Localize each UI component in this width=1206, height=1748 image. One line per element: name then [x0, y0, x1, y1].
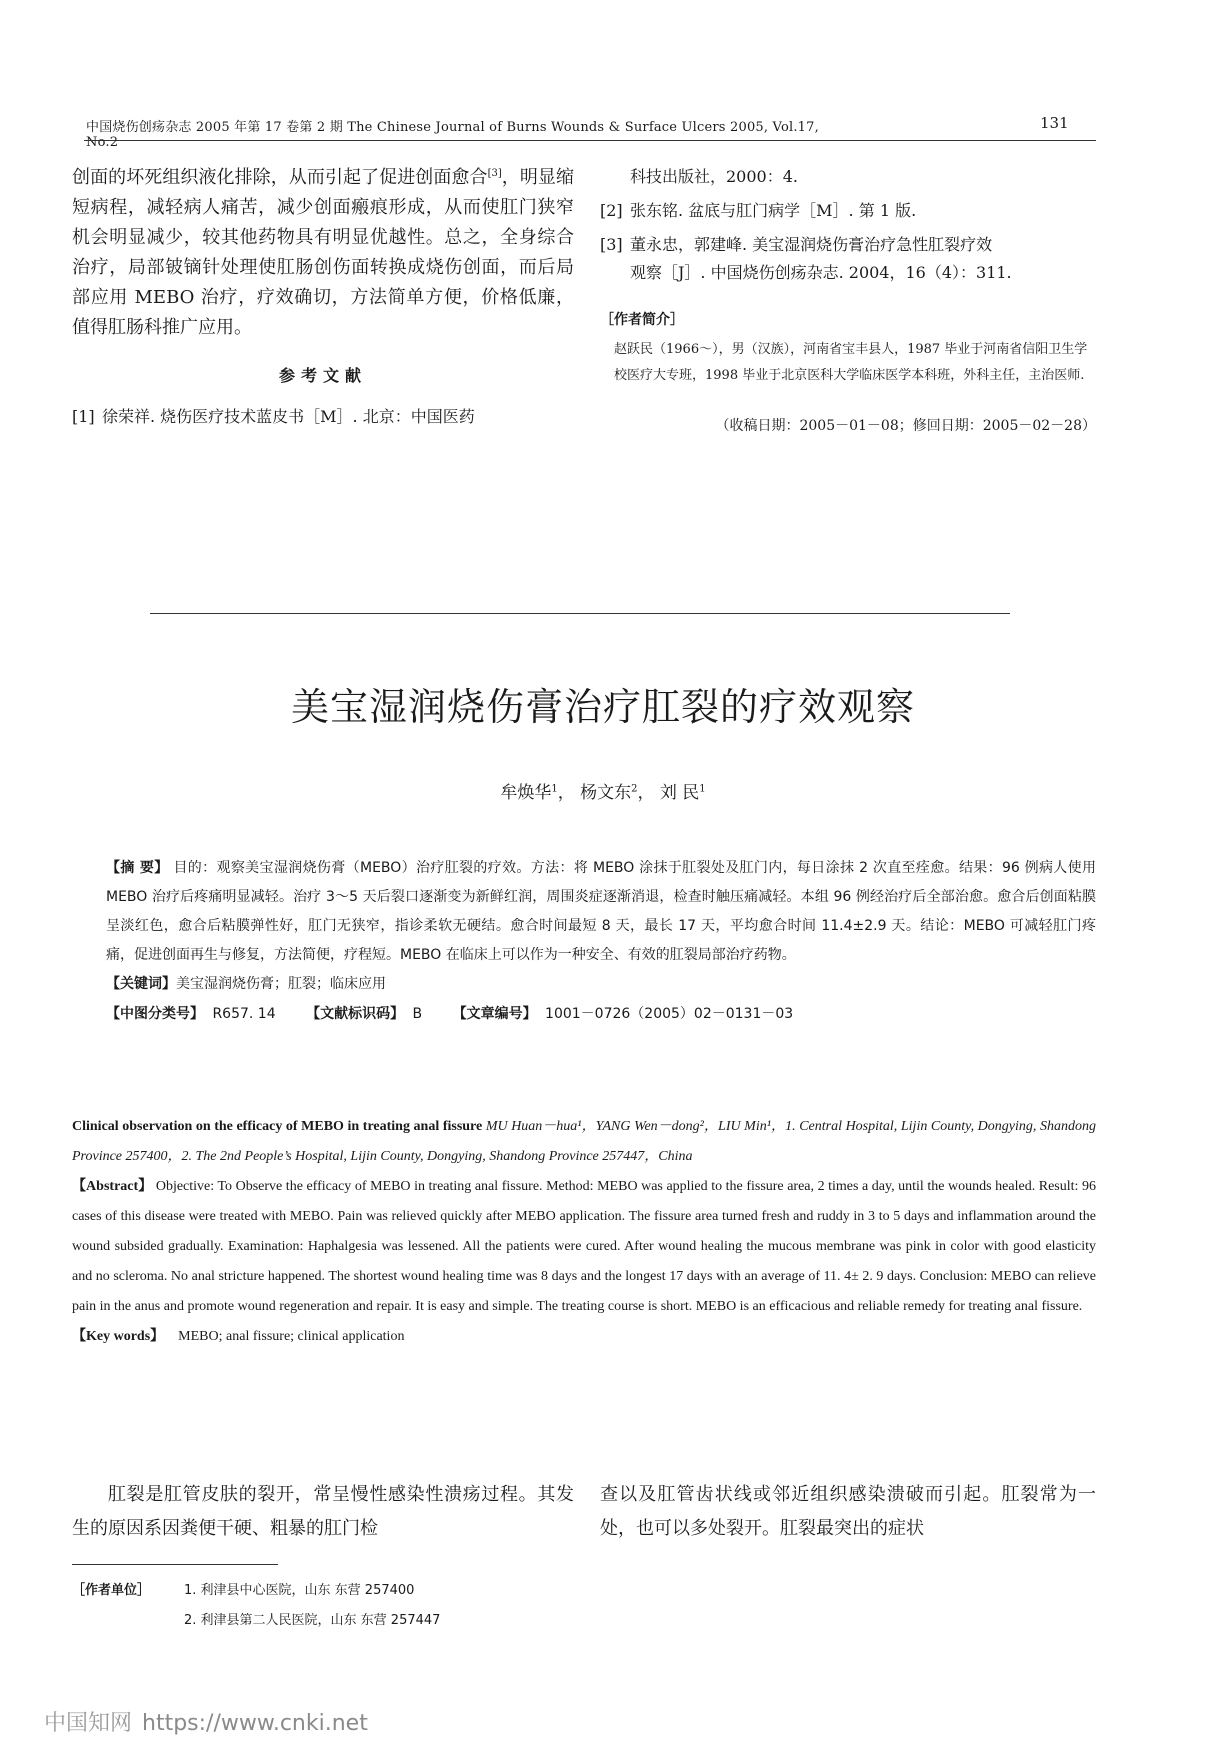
document-code: B: [412, 1006, 423, 1022]
classification-line: 【中图分类号】 R657. 14 【文献标识码】 B 【文章编号】 1001－0726（2005）02－0131－03: [106, 1006, 794, 1022]
reference-2: [2] 张东铭. 盆底与肛门病学［M］. 第 1 版.: [600, 201, 917, 220]
body-paragraph: 肛裂是肛管皮肤的裂开，常呈慢性感染性溃疡过程。其发生的原因系因粪便干硬、粗暴的肛门检: [72, 1484, 574, 1539]
previous-article-right-column: [600, 163, 1096, 441]
citation-marker: [3]: [487, 168, 502, 179]
english-affiliation: ，1. Central Hospital, Lijin County, Dongying, Shandong Province 257400，2. The 2nd People’s Hospital, Lijin County, Dongying, Shandong Province 257447，China: [72, 1119, 1096, 1164]
chinese-abstract-block: [106, 854, 1096, 1029]
english-title: Clinical observation on the efficacy of MEBO in treating anal fissure: [72, 1119, 483, 1134]
author-1: 牟焕华: [500, 783, 552, 803]
keywords-text: 美宝湿润烧伤膏；肛裂；临床应用: [176, 976, 386, 992]
affiliations-label: ［作者单位］: [72, 1583, 151, 1598]
footnote-rule: [72, 1564, 278, 1565]
english-abstract: [72, 1172, 1096, 1322]
reference-3: [3] 董永忠，郭建峰. 美宝湿润烧伤膏治疗急性肛裂疗效 观察［J］. 中国烧伤创疡杂志. 2004，16（4）：311.: [600, 235, 1012, 282]
chinese-keywords: [106, 970, 1096, 999]
watermark-url: https://www.cnki.net: [142, 1711, 368, 1736]
author-intro-heading: ［作者简介］: [600, 312, 684, 328]
references-heading: 参考文献: [278, 366, 367, 385]
page-number: 131: [1040, 114, 1069, 132]
author-3: 刘 民: [659, 783, 700, 803]
affiliation-2: 2. 利津县第二人民医院，山东 东营 257447: [184, 1613, 441, 1628]
english-authors: MU Huan－hua¹，YANG Wen－dong²，LIU Min¹: [485, 1119, 771, 1134]
author-intro: 赵跃民（1966～），男（汉族），河南省宝丰县人，1987 毕业于河南省信阳卫生学校医疗大专班，1998 毕业于北京医科大学临床医学本科班，外科主任，主治医师.: [614, 342, 1088, 383]
english-abstract-label: 【Abstract】: [72, 1179, 153, 1194]
article-separator-rule: [150, 613, 1010, 614]
english-title-line: [72, 1112, 1096, 1172]
keywords-label: 【关键词】: [106, 976, 176, 992]
author-affiliations: [72, 1576, 592, 1636]
abstract-label: 【摘 要】: [106, 860, 169, 876]
body-right-column: [600, 1478, 1096, 1546]
reference-1: [1] 徐荣祥. 烧伤医疗技术蓝皮书［M］. 北京：中国医药: [72, 407, 475, 426]
previous-article-conclusion: 创面的坏死组织液化排除，从而引起了促进创面愈合[3]，明显缩短病程，减轻病人痛苦，减少创面瘢痕形成，从而使肛门狭窄机会明显减少，较其他药物具有明显优越性。总之，全身综合治疗，局部铍镝针处理使肛肠创伤面转换成烧伤创面，而后局部应用 MEBO 治疗，疗效确切，方法简单方便，价格低廉，值得肛肠科推广应用。: [72, 167, 575, 338]
english-abstract-text: Objective: To Observe the efficacy of MEBO in treating anal fissure. Method: MEBO was applied to the fissure area, 2 times a day, until the wounds healed. Result: 96 cases of this disease were treated with MEBO. Pain was relieved quickly after MEBO application. The fissure area turned fresh and ruddy in 3 to 5 days and inflammation around the wound subsided gradually. Examination: Haphalgesia was lessened. All the patients were cured. After wound healing the mucous membrane was pink in color with good elasticity and no scleroma. No anal stricture happened. The shortest wound healing time was 8 days and the longest 17 days with an average of 11. 4± 2. 9 days. Conclusion: MEBO can relieve pain in the anus and promote wound regeneration and repair. It is easy and simple. The treating course is short. MEBO is an efficacious and reliable remedy for treating anal fissure.: [72, 1179, 1096, 1314]
author-2: 杨文东: [580, 783, 632, 803]
abstract-text: 目的：观察美宝湿润烧伤膏（MEBO）治疗肛裂的疗效。方法：将 MEBO 涂抹于肛裂处及肛门内，每日涂抹 2 次直至痊愈。结果：96 例病人使用 MEBO 治疗后疼痛明显减轻。治疗 3～5 天后裂口逐渐变为新鲜红润，周围炎症逐渐消退，检查时触压痛减轻。本组 96 例经治疗后全部治愈。愈合后创面粘膜呈淡红色，愈合后粘膜弹性好，肛门无狭窄，指诊柔软无硬结。愈合时间最短 8 天，最长 17 天，平均愈合时间 11.4±2.9 天。结论：MEBO 可减轻肛门疼痛，促进创面再生与修复，方法简便，疗程短。MEBO 在临床上可以作为一种安全、有效的肛裂局部治疗药物。: [106, 860, 1097, 963]
received-dates: （收稿日期：2005－01－08；修回日期：2005－02－28）: [715, 418, 1096, 434]
header-rule: [84, 140, 1096, 141]
article-number: 1001－0726（2005）02－0131－03: [545, 1006, 794, 1022]
english-keywords: 【Key words】 MEBO; anal fissure; clinical application: [72, 1329, 405, 1344]
body-left-column: [72, 1478, 574, 1546]
affiliation-1: 1. 利津县中心医院，山东 东营 257400: [184, 1583, 415, 1598]
clc-number: R657. 14: [212, 1006, 276, 1022]
previous-article-left-column: [72, 163, 574, 437]
watermark-logo-text: 中国知网: [44, 1711, 133, 1736]
chinese-abstract: [106, 854, 1096, 970]
cnki-watermark: [44, 1706, 368, 1737]
english-abstract-block: [72, 1112, 1096, 1352]
running-head: 中国烧伤创疡杂志 2005 年第 17 卷第 2 期 The Chinese Journal of Burns Wounds & Surface Ulcers 2005, Vol.17, No.2: [86, 120, 819, 150]
body-paragraph-continued: 查以及肛管齿状线或邻近组织感染溃破而引起。肛裂常为一处，也可以多处裂开。肛裂最突出的症状: [600, 1484, 1096, 1539]
reference-1-continued: 科技出版社，2000：4.: [630, 167, 798, 186]
article-title: 美宝湿润烧伤膏治疗肛裂的疗效观察: [290, 685, 915, 729]
article-authors: 牟焕华$^1$， 杨文东$^2$， 刘 民$^1$: [500, 783, 706, 803]
